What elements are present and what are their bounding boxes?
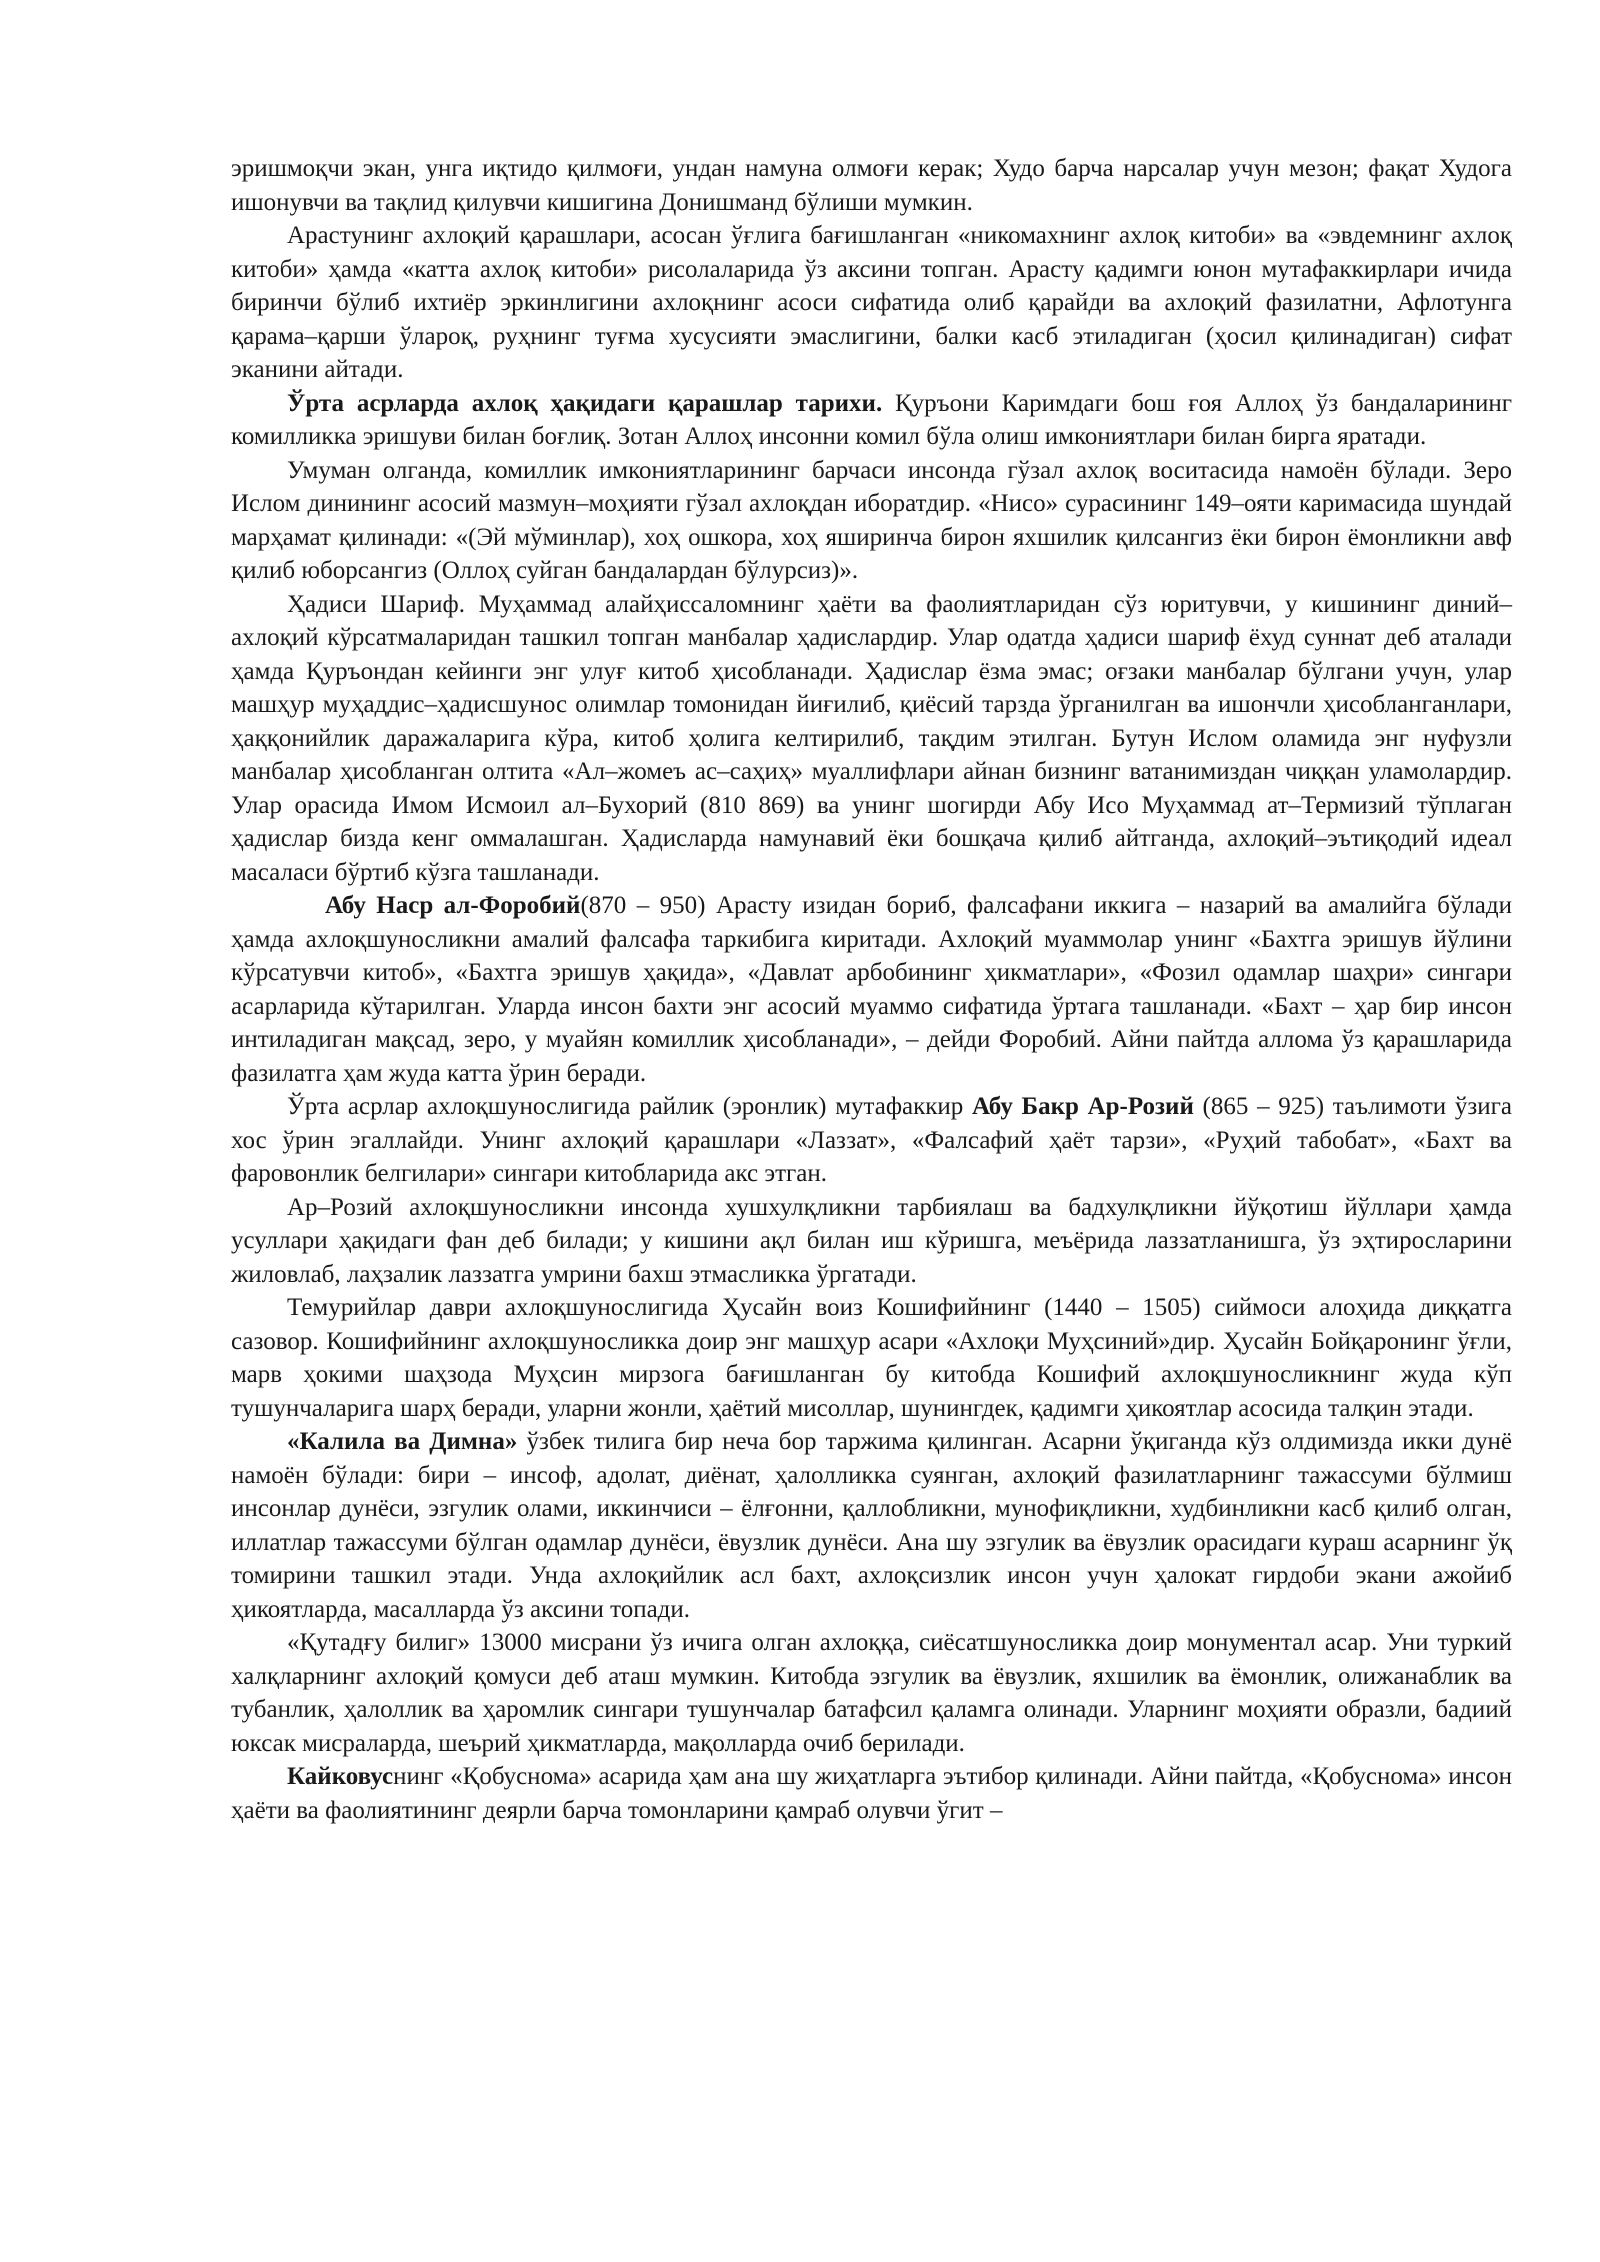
paragraph-text: Ҳадиси Шариф. Муҳаммад алайҳиссаломнинг ҳаёти ва фаолиятларидан сўз юритувчи, у кишининг диний–ахлоқий кўрсатмаларидан ташкил топган манбалар ҳадислардир. Улар одатда ҳадиси шариф ёхуд суннат деб аталади ҳамда Қуръондан кейинги энг улуғ китоб ҳисобланади. Ҳадислар ёзма эмас; оғзаки манбалар бўлгани учун, улар машҳур муҳаддис–ҳадисшунос олимлар томонидан йиғилиб, қиёсий тарзда ўрганилган ва ишончли ҳисобланганлари, ҳаққонийлик даражаларига кўра, китоб ҳолига келтирилиб, тақдим этилган. Бутун Ислом оламида энг нуфузли манбалар ҳисобланган олтита «Ал–жомеъ ас–саҳиҳ» муаллифлари айнан бизнинг ватанимиздан чиққан уламолардир. Улар орасида Имом Исмоил ал–Бухорий (810 869) ва унинг шогирди Абу Исо Муҳаммад ат–Термизий тўплаган ҳадислар бизда кенг оммалашган. Ҳадисларда намунавий ёки бошқача қилиб айтганда, ахлоқий–эътиқодий идеал масаласи бўртиб кўзга ташланади. — [231, 590, 1512, 886]
paragraph-text: (865 – 925) таълимоти ўзига хос ўрин эгаллайди. Унинг ахлоқий қарашлари «Лаззат», «Фалсафий ҳаёт тарзи», «Руҳий табобат», «Бахт ва фаровонлик белгилари» сингари китобларида акс этган. — [231, 1093, 1512, 1187]
paragraph-9 — [231, 1291, 1512, 1425]
paragraph-text: нинг «Қобуснома» асарида ҳам ана шу жиҳатларга эътибор қилинади. Айни пайтда, «Қобуснома» инсон ҳаёти ва фаолиятининг деярли барча томонларини қамраб олувчи ўгит – — [231, 1763, 1512, 1824]
paragraph-text: Умуман олганда, комиллик имкониятларининг барчаси инсонда гўзал ахлоқ воситасида намоён бўлади. Зеро Ислом динининг асосий мазмун–моҳияти гўзал ахлоқдан иборатдир. «Нисо» сурасининг 149–ояти каримасида шундай марҳамат қилинади: «(Эй мўминлар), хоҳ ошкора, хоҳ яширинча бирон яхшилик қилсангиз ёки бирон ёмонликни авф қилиб юборсангиз (Оллоҳ суйган бандалардан бўлурсиз)». — [231, 456, 1512, 584]
paragraph-text: ўзбек тилига бир неча бор таржима қилинган. Асарни ўқиганда кўз олдимизда икки дунё намоён бўлади: бири – инсоф, адолат, диёнат, ҳалолликка суянган, ахлоқий фазилатларнинг тажассуми бўлмиш инсонлар дунёси, эзгулик олами, иккинчиси – ёлғонни, қаллобликни, мунофиқликни, худбинликни касб қилиб олган, иллатлар тажассуми бўлган одамлар дунёси, ёвузлик дунёси. Ана шу эзгулик ва ёвузлик орасидаги кураш асарнинг ўқ томирини ташкил этади. Унда ахлоқийлик асл бахт, ахлоқсизлик инсон учун ҳалокат гирдоби экани ажойиб ҳикоятларда, масалларда ўз аксини топади. — [231, 1428, 1512, 1623]
paragraph-7 — [231, 1090, 1512, 1191]
paragraph-1 — [231, 152, 1512, 219]
paragraph-5 — [231, 588, 1512, 890]
paragraph-3 — [231, 387, 1512, 454]
paragraph-11 — [231, 1626, 1512, 1760]
paragraph-text: Арастунинг ахлоқий қарашлари, асосан ўғлига бағишланган «никомахнинг ахлоқ китоби» ва «эвдемнинг ахлоқ китоби» ҳамда «катта ахлоқ китоби» рисолаларида ўз аксини топган. Арасту қадимги юнон мутафаккирлари ичида биринчи бўлиб ихтиёр эркинлигини ахлоқнинг асоси сифатида олиб қарайди ва ахлоқий фазилатни, Афлотунга қарама–қарши ўлароқ, руҳнинг туғма хусусияти эмаслигини, балки касб этиладиган (ҳосил қилинадиган) сифат эканини айтади. — [231, 222, 1512, 383]
paragraph-6 — [231, 889, 1512, 1090]
author-name: Абу Наср ал-Форобий — [325, 892, 581, 919]
author-name: Кайковус — [287, 1763, 394, 1790]
paragraph-8 — [231, 1191, 1512, 1292]
paragraph-text: Темурийлар даври ахлоқшунослигида Ҳусайн воиз Кошифийнинг (1440 – 1505) сиймоси алоҳида диққатга сазовор. Кошифийнинг ахлоқшуносликка доир энг машҳур асари «Ахлоқи Муҳсиний»дир. Ҳусайн Бойқаронинг ўғли, марв ҳокими шаҳзода Муҳсин мирзога бағишланган бу китобда Кошифий ахлоқшуносликнинг жуда кўп тушунчаларига шарҳ беради, уларни жонли, ҳаётий мисоллар, шунингдек, қадимги ҳикоятлар асосида талқин этади. — [231, 1294, 1512, 1422]
paragraph-text: Ўрта асрлар ахлоқшунослигида райлик (эронлик) мутафаккир — [287, 1093, 973, 1120]
paragraph-2 — [231, 219, 1512, 387]
paragraph-10 — [231, 1425, 1512, 1626]
section-heading: Ўрта асрларда ахлоқ ҳақидаги қарашлар тарихи. — [287, 389, 883, 417]
author-name: Абу Бакр Ар-Розий — [972, 1093, 1194, 1120]
paragraph-text: «Қутадғу билиг» 13000 мисрани ўз ичига олган ахлоққа, сиёсатшуносликка доир монументал асар. Уни туркий халқларнинг ахлоқий қомуси деб аташ мумкин. Китобда эзгулик ва ёвузлик, яхшилик ва ёмонлик, олижанаблик ва тубанлик, ҳалоллик ва ҳаромлик сингари тушунчалар батафсил қаламга олинади. Уларнинг моҳияти образли, бадиий юксак мисраларда, шеърий ҳикматларда, мақолларда очиб берилади. — [231, 1629, 1512, 1757]
paragraph-text: Ар–Розий ахлоқшуносликни инсонда хушхулқликни тарбиялаш ва бадхулқликни йўқотиш йўллари ҳамда усуллари ҳақидаги фан деб билади; у кишини ақл билан иш кўришга, меъёрида лаззатланишга, ўз эҳтиросларини жиловлаб, лаҳзалик лаззатга умрини бахш этмасликка ўргатади. — [231, 1193, 1512, 1288]
paragraph-text: Қуръони Каримдаги бош ғоя Аллоҳ ўз бандаларининг комилликка эришуви билан боғлиқ. Зотан Аллоҳ инсонни комил бўла олиш имкониятлари билан бирга яратади. — [231, 389, 1512, 450]
paragraph-12 — [231, 1760, 1512, 1827]
paragraph-4 — [231, 454, 1512, 588]
paragraph-text: (870 – 950) Арасту изидан бориб, фалсафани иккига – назарий ва амалийга бўлади ҳамда ахлоқшуносликни амалий фалсафа таркибига киритади. Ахлоқий муаммолар унинг «Бахтга эришув йўлини кўрсатувчи китоб», «Бахтга эришув ҳақида», «Давлат арбобининг ҳикматлари», «Фозил одамлар шаҳри» сингари асарларида кўтарилган. Уларда инсон бахти энг асосий муаммо сифатида ўртага ташланади. «Бахт – ҳар бир инсон интиладиган мақсад, зеро, у муайян комиллик ҳисобланади», – дейди Форобий. Айни пайтда аллома ўз қарашларида фазилатга ҳам жуда катта ўрин беради. — [231, 892, 1512, 1087]
book-title: «Калила ва Димна» — [287, 1428, 518, 1455]
paragraph-text: эришмоқчи экан, унга иқтидо қилмоғи, ундан намуна олмоғи керак; Худо барча нарсалар учун мезон; фақат Худога ишонувчи ва тақлид қилувчи кишигина Донишманд бўлиши мумкин. — [231, 155, 1512, 216]
